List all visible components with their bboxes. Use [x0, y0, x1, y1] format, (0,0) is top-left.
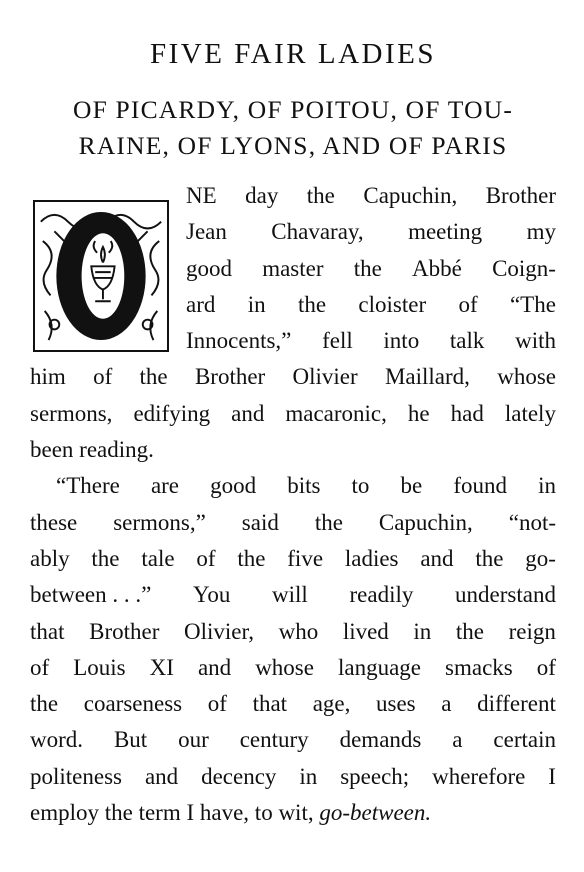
- word: and: [420, 545, 454, 571]
- word: be: [400, 473, 423, 499]
- word: Maillard,: [384, 364, 470, 390]
- paragraph-2-line: [30, 686, 556, 722]
- word: the: [353, 255, 382, 281]
- word: in: [299, 763, 318, 789]
- word: speech;: [340, 763, 410, 789]
- word: Jean: [186, 219, 227, 245]
- word: my: [526, 219, 556, 245]
- word: Innocents,”: [186, 328, 292, 354]
- word: the: [30, 691, 59, 717]
- paragraph-2-line: [30, 468, 556, 504]
- word: whose: [497, 364, 556, 390]
- word: “There: [56, 473, 120, 499]
- word: him: [30, 364, 66, 390]
- word: in: [247, 291, 266, 317]
- paragraph-2-line: [30, 614, 556, 650]
- word: good: [210, 473, 257, 499]
- word: age,: [312, 691, 351, 717]
- word: demands: [339, 727, 422, 753]
- word: “The: [509, 291, 556, 317]
- word: go-: [525, 545, 556, 571]
- paragraph-1-line: [30, 359, 556, 395]
- paragraph-2-line: [30, 759, 556, 795]
- word: macaronic,: [285, 400, 387, 426]
- word: lately: [504, 400, 556, 426]
- word: Capuchin,: [378, 509, 473, 535]
- word: Olivier,: [183, 618, 254, 644]
- paragraph-2-line: [30, 541, 556, 577]
- paragraph-2: [30, 468, 556, 795]
- paragraph-2-last-line: [30, 795, 556, 831]
- word: ably: [30, 545, 70, 571]
- word: of: [458, 291, 478, 317]
- word: Chavaray,: [271, 219, 364, 245]
- word: You: [193, 582, 231, 608]
- word: the: [475, 545, 504, 571]
- paragraph-1-last-line: been reading.: [30, 437, 154, 463]
- word: into: [383, 328, 420, 354]
- word: decency: [201, 763, 277, 789]
- word: the: [139, 364, 168, 390]
- word: lived: [342, 618, 389, 644]
- word: NE: [186, 183, 217, 208]
- word: day: [245, 183, 279, 208]
- word: reign: [508, 618, 556, 644]
- word: and: [144, 763, 179, 789]
- word: between . . .”: [30, 582, 152, 608]
- subtitle-line-2: RAINE, OF LYONS, AND OF PARIS: [78, 131, 508, 160]
- drop-cap-initial: [33, 200, 169, 352]
- word: of: [207, 691, 227, 717]
- last-line-italic: go-between.: [319, 800, 432, 826]
- word: are: [150, 473, 180, 499]
- word: XI: [149, 654, 174, 680]
- word: will: [272, 582, 308, 608]
- word: Brother: [89, 618, 160, 644]
- word: the: [306, 183, 335, 208]
- word: Capuchin,: [363, 183, 458, 208]
- subtitle-line-1: OF PICARDY, OF POITOU, OF TOU-: [72, 95, 514, 124]
- word: the: [237, 545, 266, 571]
- word: But: [113, 727, 148, 753]
- word: different: [477, 691, 556, 717]
- word: of: [536, 654, 556, 680]
- word: these: [30, 509, 78, 535]
- word: of: [196, 545, 216, 571]
- paragraph-1-line: [30, 396, 556, 432]
- word: word.: [30, 727, 84, 753]
- word: ard: [186, 291, 216, 317]
- word: that: [30, 618, 65, 644]
- word: the: [297, 291, 327, 317]
- word: ladies: [344, 545, 399, 571]
- word: bits: [287, 473, 321, 499]
- word: and: [197, 654, 232, 680]
- word: the: [314, 509, 343, 535]
- word: in: [538, 473, 556, 499]
- word: he: [407, 400, 430, 426]
- word: readily: [349, 582, 414, 608]
- word: in: [413, 618, 432, 644]
- word: five: [287, 545, 324, 571]
- word: of: [93, 364, 113, 390]
- word: language: [338, 654, 422, 680]
- word: certain: [493, 727, 556, 753]
- word: uses: [376, 691, 416, 717]
- word: Brother: [194, 364, 266, 390]
- word: “not-: [508, 509, 556, 535]
- word: found: [453, 473, 507, 499]
- word: said: [241, 509, 279, 535]
- word: Louis: [73, 654, 126, 680]
- word: the: [455, 618, 485, 644]
- last-line-roman: employ the term I have, to wit,: [30, 800, 314, 826]
- word: a: [452, 727, 463, 753]
- word: smacks: [445, 654, 513, 680]
- word: meeting: [408, 219, 483, 245]
- word: with: [515, 328, 556, 354]
- word: Olivier: [292, 364, 358, 390]
- word: who: [278, 618, 319, 644]
- word: politeness: [30, 763, 122, 789]
- word: I: [548, 763, 556, 789]
- word: good: [186, 255, 232, 281]
- word: the: [91, 545, 120, 571]
- word: of: [30, 654, 50, 680]
- word: coarseness: [83, 691, 183, 717]
- chapter-subtitle: [30, 92, 556, 164]
- word: sermons,”: [113, 509, 206, 535]
- word: Coign-: [492, 255, 556, 281]
- chapter-title: FIVE FAIR LADIES: [150, 38, 436, 70]
- word: Abbé: [412, 255, 462, 281]
- word: to: [351, 473, 370, 499]
- ornament-urn-icon: [35, 202, 167, 350]
- word: had: [450, 400, 484, 426]
- word: master: [262, 255, 324, 281]
- word: fell: [322, 328, 353, 354]
- word: a: [441, 691, 452, 717]
- word: talk: [449, 328, 485, 354]
- word: edifying: [133, 400, 211, 426]
- word: wherefore: [432, 763, 526, 789]
- word: tale: [141, 545, 175, 571]
- paragraph-2-line: [30, 577, 556, 613]
- word: that: [252, 691, 288, 717]
- word: Brother: [485, 183, 556, 208]
- word: century: [239, 727, 309, 753]
- word: sermons,: [30, 400, 113, 426]
- word: our: [178, 727, 209, 753]
- paragraph-2-line: [30, 505, 556, 541]
- word: and: [231, 400, 265, 426]
- paragraph-2-line: [30, 650, 556, 686]
- word: cloister: [358, 291, 427, 317]
- paragraph-2-line: [30, 722, 556, 758]
- word: understand: [455, 582, 556, 608]
- word: whose: [255, 654, 314, 680]
